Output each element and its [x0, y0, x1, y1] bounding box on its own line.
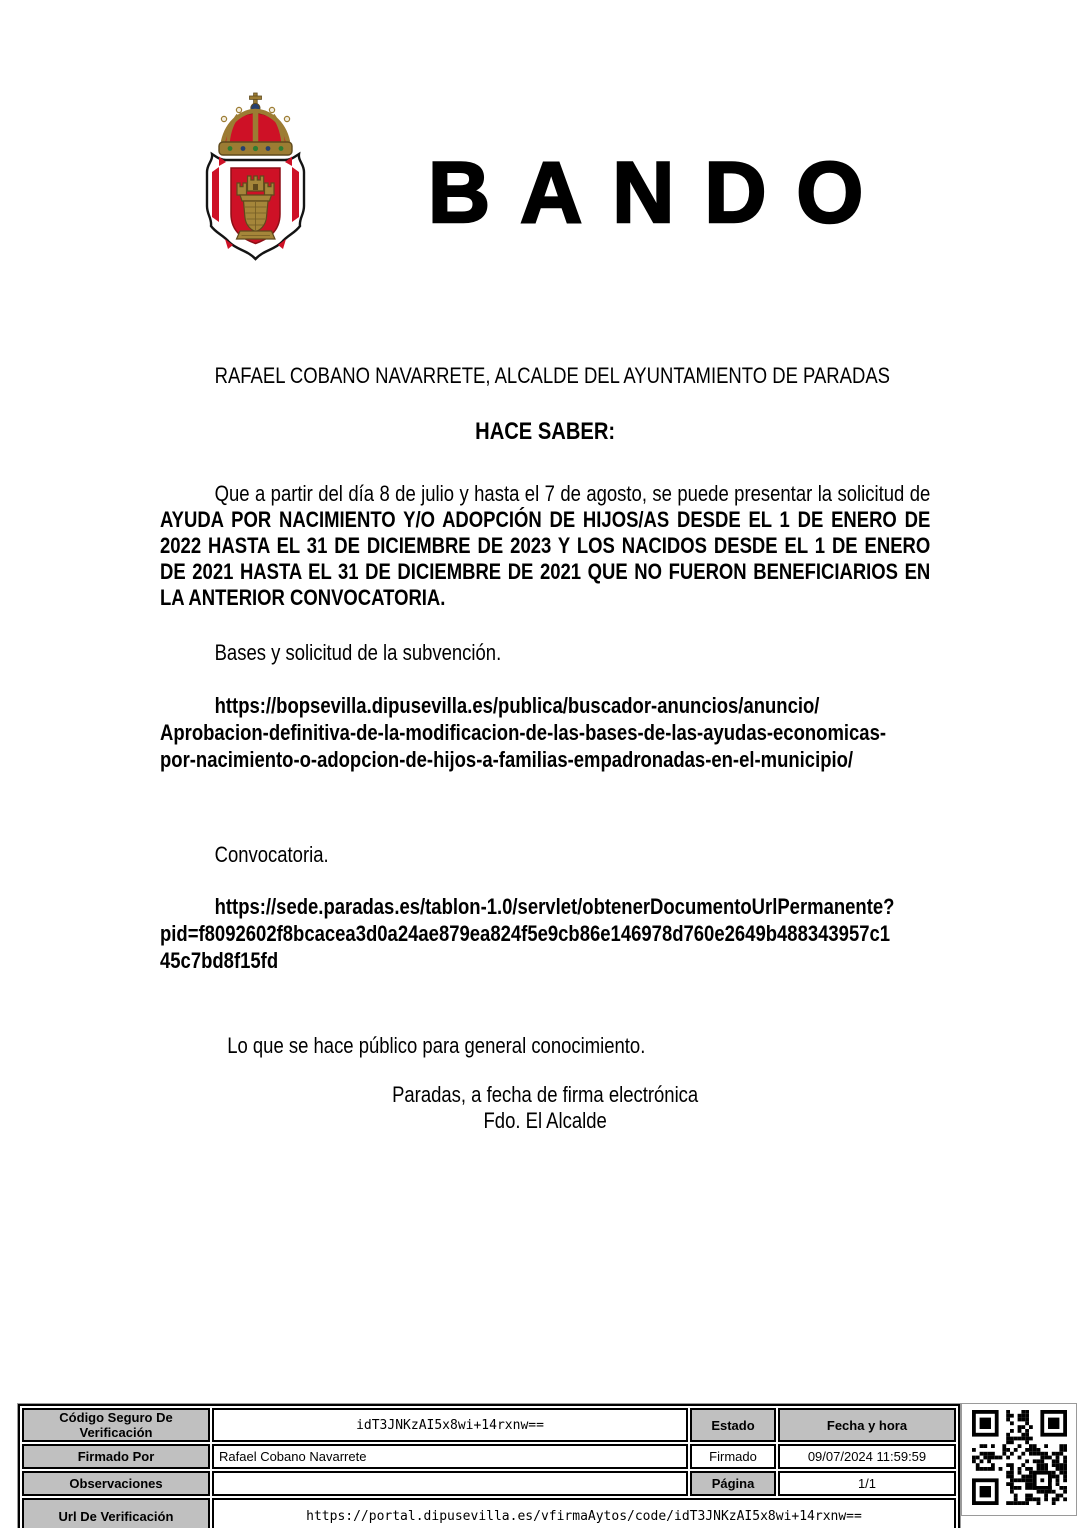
closing-line: Lo que se hace público para general conocimiento. [227, 1033, 646, 1058]
observaciones-value [212, 1471, 688, 1496]
csv-value: idT3JNKzAI5x8wi+14rxnw== [212, 1408, 688, 1442]
observaciones-label: Observaciones [22, 1471, 210, 1496]
pagina-label: Página [690, 1471, 776, 1496]
announcement-normal-text: Que a partir del día 8 de julio y hasta el 7 de agosto, se puede presentar la solicitud de [214, 481, 931, 506]
announcement-bold-text: AYUDA POR NACIMIENTO Y/O ADOPCIÓN DE HIJOS/AS DESDE EL 1 DE ENERO DE 2022 HASTA EL 31 DE DICIEMBRE DE 2023 Y LOS NACIDOS DESDE EL 1 DE ENERO DE 2021 HASTA EL 31 DE DICIEMBRE DE 2021 QUE NO FUERON BENEFICIARIOS EN LA ANTERIOR CONVOCATORIA. [160, 507, 931, 610]
pagina-value: 1/1 [778, 1471, 956, 1496]
estado-label: Estado [690, 1408, 776, 1442]
firmado-por-label: Firmado Por [22, 1444, 210, 1469]
fecha-value: 09/07/2024 11:59:59 [778, 1444, 956, 1469]
signature-line: Fdo. El Alcalde [483, 1108, 607, 1133]
bases-url-line: por-nacimiento-o-adopcion-de-hijos-a-familias-empadronadas-en-el-municipio/ [160, 747, 854, 772]
document-title: BANDO [428, 145, 894, 241]
bases-label: Bases y solicitud de la subvención. [214, 640, 502, 665]
table-row [22, 1471, 956, 1496]
convocatoria-label: Convocatoria. [214, 842, 329, 867]
qr-code-pattern [972, 1410, 1067, 1510]
bases-url-line: Aprobacion-definitiva-de-la-modificacion-de-las-bases-de-las-ayudas-economicas- [160, 720, 887, 745]
verification-table [17, 1403, 961, 1528]
table-row [22, 1498, 956, 1528]
place-date-line: Paradas, a fecha de firma electrónica [392, 1082, 699, 1107]
convocatoria-url-line: pid=f8092602f8bcacea3d0a24ae879ea824f5e9cb86e146978d760e2649b488343957c1 [160, 921, 891, 946]
url-verificacion-label: Url De Verificación [22, 1498, 210, 1528]
bases-url [160, 692, 930, 773]
qr-code [961, 1403, 1077, 1516]
estado-value: Firmado [690, 1444, 776, 1469]
fecha-label: Fecha y hora [778, 1408, 956, 1442]
hace-saber-heading: HACE SABER: [475, 418, 616, 445]
table-row [22, 1444, 956, 1469]
convocatoria-url-line: 45c7bd8f15fd [160, 948, 279, 973]
crest-icon [194, 92, 318, 276]
csv-label: Código Seguro De Verificación [22, 1408, 210, 1442]
announcement-paragraph [160, 481, 930, 611]
bases-url-line: https://bopsevilla.dipusevilla.es/publica/buscador-anuncios/anuncio/ [214, 693, 820, 718]
convocatoria-url-line: https://sede.paradas.es/tablon-1.0/servlet/obtenerDocumentoUrlPermanente? [214, 894, 895, 919]
table-row [22, 1408, 956, 1442]
convocatoria-url [160, 893, 930, 974]
paradas-coat-of-arms [194, 92, 318, 276]
url-verificacion-value: https://portal.dipusevilla.es/vfirmaAytos/code/idT3JNKzAI5x8wi+14rxnw== [212, 1498, 956, 1528]
proclaimer-line: RAFAEL COBANO NAVARRETE, ALCALDE DEL AYUNTAMIENTO DE PARADAS [214, 363, 890, 388]
firmado-por-value: Rafael Cobano Navarrete [212, 1444, 688, 1469]
